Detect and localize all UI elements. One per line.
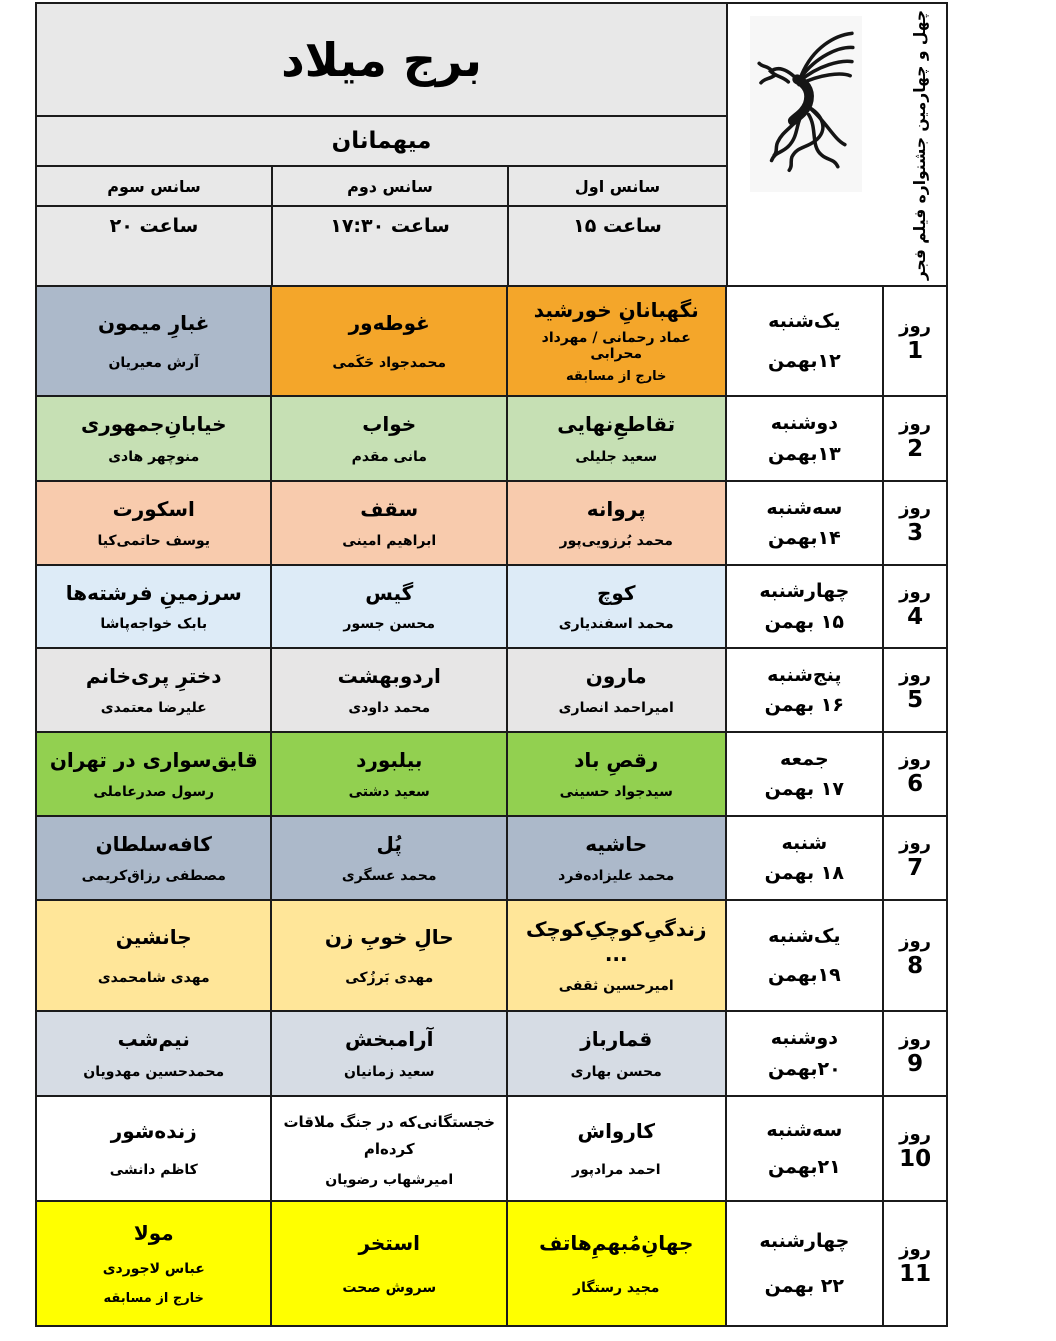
- day-date: ۱۳بهمن: [767, 443, 841, 465]
- festival-banner-cell: [727, 3, 947, 286]
- day-number-cell: [883, 648, 947, 732]
- schedule-row: [36, 1011, 947, 1096]
- film-director: محمدحسین مهدویان: [83, 1063, 225, 1080]
- film-director: محمد بُرزویی‌پور: [559, 533, 673, 549]
- film-director: عباس لاجوردی: [102, 1260, 205, 1277]
- film-cell: [36, 565, 271, 648]
- film-title: پروانه: [586, 497, 646, 521]
- film-director: مهدی بَرزُکی: [345, 970, 434, 986]
- day-name: یک‌شنبه: [768, 310, 841, 333]
- day-cell: [726, 648, 884, 732]
- film-cell: [36, 900, 271, 1011]
- venue-title: برج میلاد: [36, 3, 727, 116]
- film-title: استخر: [358, 1230, 420, 1255]
- film-title: سرزمینِ فرشته‌ها: [65, 580, 242, 605]
- film-cell: [271, 1201, 506, 1326]
- film-cell: [507, 816, 726, 900]
- film-title: اسکورت: [112, 497, 195, 521]
- day-number-cell: [883, 1201, 947, 1326]
- film-cell: [271, 1011, 506, 1096]
- day-number: 7: [907, 855, 924, 881]
- film-title: جانشین: [115, 925, 192, 949]
- day-name: پنج‌شنبه: [767, 663, 842, 686]
- film-cell: [507, 900, 726, 1011]
- session-1-header: سانس اول: [508, 166, 727, 206]
- day-number: 2: [907, 435, 924, 462]
- day-number-cell: [883, 396, 947, 481]
- film-cell: [271, 481, 506, 565]
- film-director: محمدجواد حَکَمی: [332, 355, 447, 372]
- schedule-rows: [36, 286, 947, 1326]
- film-title: تقاطعِ‌نهایی: [557, 412, 676, 437]
- day-label: روز: [899, 413, 932, 435]
- film-title: کارواش: [577, 1119, 656, 1143]
- film-note: خارج از مسابقه: [566, 369, 667, 384]
- film-director: امیرشهاب رضویان: [325, 1171, 454, 1188]
- day-number-cell: [883, 565, 947, 648]
- day-label: روز: [899, 1123, 932, 1145]
- film-cell: [507, 648, 726, 732]
- day-label: روز: [899, 930, 932, 952]
- day-date: ۱۶ بهمن: [764, 694, 844, 717]
- schedule-row: [36, 816, 947, 900]
- film-director: سروش صحت: [342, 1280, 437, 1297]
- film-title: زنده‌شور: [110, 1119, 197, 1143]
- film-director: یوسف حاتمی‌کیا: [97, 533, 211, 549]
- day-name: چهارشنبه: [759, 580, 850, 603]
- session-2-header: سانس دوم: [272, 166, 508, 206]
- festival-name: چهل و چهارمین جشنواره فیلم فجر: [911, 9, 929, 280]
- day-number: 10: [899, 1145, 932, 1172]
- day-label: روز: [899, 749, 932, 771]
- film-cell: [271, 900, 506, 1011]
- film-title: غبارِ میمون: [98, 310, 210, 335]
- day-number: 6: [907, 771, 924, 797]
- session-1-time: ساعت ۱۵: [508, 206, 727, 286]
- day-date: ۱۴بهمن: [767, 527, 841, 550]
- day-cell: [726, 396, 884, 481]
- film-cell: [271, 565, 506, 648]
- film-cell: [271, 732, 506, 816]
- day-cell: [726, 816, 884, 900]
- film-cell: [271, 816, 506, 900]
- schedule-table: [35, 2, 948, 1327]
- day-number-cell: [883, 900, 947, 1011]
- day-number: 1: [907, 338, 924, 364]
- day-label: روز: [899, 1238, 932, 1260]
- film-cell: [36, 286, 271, 396]
- film-cell: [271, 1096, 506, 1201]
- film-title: حالِ خوبِ زن: [324, 925, 454, 949]
- day-number-cell: [883, 1011, 947, 1096]
- schedule-row: [36, 732, 947, 816]
- day-cell: [726, 481, 884, 565]
- day-date: ۲۱بهمن: [767, 1156, 841, 1179]
- film-title: رقصِ باد: [574, 748, 659, 772]
- film-cell: [507, 1201, 726, 1326]
- day-date: ۱۹بهمن: [767, 964, 841, 987]
- day-cell: [726, 1201, 884, 1326]
- film-director: امیراحمد انصاری: [558, 700, 674, 716]
- day-label: روز: [899, 581, 932, 603]
- film-title: مارون: [585, 664, 647, 688]
- day-name: جمعه: [779, 747, 829, 770]
- day-number: 5: [907, 687, 924, 713]
- film-director: محمد علیزاده‌فرد: [558, 868, 675, 884]
- schedule-row: [36, 481, 947, 565]
- film-director: محمد داودی: [348, 700, 431, 716]
- film-title: بیلبورد: [356, 748, 423, 772]
- film-cell: [271, 648, 506, 732]
- festival-title-vertical: [894, 4, 946, 285]
- film-director: عماد رحمانی / مهرداد محرابی: [541, 330, 691, 362]
- film-cell: [36, 732, 271, 816]
- day-date: ۱۲بهمن: [767, 349, 841, 372]
- film-title: زندگیِ‌کوچکِ‌کوچک ...: [525, 916, 707, 966]
- film-director: مهدی شامحمدی: [97, 970, 210, 986]
- film-title: خجستگانی‌که در جنگ ملاقات کرده‌ام: [283, 1113, 495, 1159]
- day-number: 4: [907, 603, 924, 630]
- film-director: مانی مقدم: [351, 448, 427, 465]
- day-date: ۱۸ بهمن: [764, 862, 844, 885]
- table-header: [36, 3, 947, 286]
- film-title: حاشیه: [585, 832, 648, 856]
- film-cell: [36, 648, 271, 732]
- simorgh-logo-icon: [750, 16, 862, 192]
- film-director: کاظم دانشی: [109, 1162, 198, 1178]
- film-title: قایق‌سواری در تهران: [49, 748, 258, 772]
- schedule-row: [36, 1201, 947, 1326]
- header-main: [36, 3, 727, 286]
- film-director: رسول صدرعاملی: [93, 784, 215, 800]
- film-title: غوطه‌ور: [348, 310, 430, 335]
- day-number: 9: [907, 1050, 924, 1077]
- film-cell: [271, 396, 506, 481]
- film-title: مولا: [133, 1220, 174, 1245]
- day-date: ۲۲ بهمن: [764, 1274, 844, 1297]
- film-director: آرش معیریان: [108, 355, 199, 372]
- day-name: یک‌شنبه: [768, 924, 841, 947]
- guests-header: میهمانان: [36, 116, 727, 166]
- day-date: ۲۰بهمن: [767, 1058, 841, 1080]
- film-director: محسن بهاری: [570, 1063, 662, 1080]
- day-date: ۱۷ بهمن: [764, 778, 844, 801]
- day-label: روز: [899, 498, 932, 520]
- schedule-row: [36, 565, 947, 648]
- film-cell: [507, 565, 726, 648]
- day-number-cell: [883, 286, 947, 396]
- session-3-header: سانس سوم: [36, 166, 272, 206]
- film-cell: [507, 1096, 726, 1201]
- film-title: کافه‌سلطان: [95, 832, 212, 856]
- day-number-cell: [883, 481, 947, 565]
- day-label: روز: [899, 316, 932, 338]
- day-label: روز: [899, 665, 932, 687]
- day-name: شنبه: [781, 831, 828, 854]
- film-cell: [36, 481, 271, 565]
- schedule-row: [36, 900, 947, 1011]
- day-number-cell: [883, 1096, 947, 1201]
- film-director: بابک خواجه‌پاشا: [100, 616, 208, 633]
- day-cell: [726, 732, 884, 816]
- session-names-row: [36, 166, 727, 206]
- film-title: نگهبانانِ خورشید: [533, 298, 699, 322]
- session-2-time: ساعت ۱۷:۳۰: [272, 206, 508, 286]
- film-title: کوچ: [596, 580, 636, 605]
- day-number-cell: [883, 816, 947, 900]
- day-cell: [726, 1096, 884, 1201]
- film-director: سعید زمانیان: [343, 1063, 435, 1080]
- day-cell: [726, 1011, 884, 1096]
- film-title: نیم‌شب: [117, 1027, 190, 1052]
- day-number-cell: [883, 732, 947, 816]
- day-number: 8: [907, 952, 924, 979]
- film-cell: [36, 1201, 271, 1326]
- film-director: سیدجواد حسینی: [559, 784, 673, 800]
- film-cell: [507, 396, 726, 481]
- film-title: دخترِ پری‌خانم: [85, 664, 222, 688]
- day-number: 11: [899, 1260, 932, 1287]
- film-cell: [507, 286, 726, 396]
- session-times-row: [36, 206, 727, 286]
- film-director: احمد مرادپور: [571, 1162, 661, 1178]
- film-cell: [36, 396, 271, 481]
- film-director: ابراهیم امینی: [342, 533, 437, 549]
- schedule-row: [36, 1096, 947, 1201]
- schedule-row: [36, 648, 947, 732]
- schedule-row: [36, 396, 947, 481]
- film-cell: [507, 481, 726, 565]
- film-director: محسن جسور: [343, 616, 436, 633]
- film-title: پُل: [376, 832, 402, 856]
- day-cell: [726, 565, 884, 648]
- film-cell: [507, 1011, 726, 1096]
- film-director: سعید دشتی: [348, 784, 430, 800]
- film-director: محمد اسفندیاری: [558, 616, 674, 633]
- film-title: اردوبهشت: [337, 664, 441, 688]
- film-title: قمارباز: [580, 1027, 653, 1052]
- film-title: خیابانِ‌جمهوری: [80, 412, 227, 437]
- film-cell: [507, 732, 726, 816]
- film-director: امیرحسین ثقفی: [558, 978, 674, 995]
- film-title: خواب: [362, 412, 417, 437]
- day-name: دوشنبه: [770, 412, 838, 434]
- day-label: روز: [899, 833, 932, 855]
- film-director: مجید رستگار: [573, 1280, 660, 1297]
- film-note: خارج از مسابقه: [103, 1291, 204, 1307]
- film-cell: [271, 286, 506, 396]
- film-director: محمد عسگری: [341, 868, 437, 884]
- session-3-time: ساعت ۲۰: [36, 206, 272, 286]
- film-director: منوچهر هادی: [108, 448, 200, 465]
- film-title: آرامبخش: [345, 1027, 434, 1052]
- day-name: سه‌شنبه: [766, 1118, 843, 1141]
- film-cell: [36, 1096, 271, 1201]
- schedule-row: [36, 286, 947, 396]
- film-cell: [36, 816, 271, 900]
- film-director: سعید جلیلی: [575, 448, 658, 465]
- day-cell: [726, 286, 884, 396]
- day-name: دوشنبه: [770, 1027, 838, 1049]
- day-name: چهارشنبه: [759, 1230, 850, 1253]
- day-date: ۱۵ بهمن: [764, 610, 844, 633]
- film-director: علیرضا معتمدی: [100, 700, 207, 716]
- day-name: سه‌شنبه: [766, 496, 843, 519]
- day-cell: [726, 900, 884, 1011]
- film-title: جهانِ‌مُبهمِ‌هاتف: [539, 1230, 694, 1255]
- film-title: گیس: [365, 580, 414, 605]
- day-label: روز: [899, 1028, 932, 1050]
- day-number: 3: [907, 520, 924, 546]
- film-director: مصطفی رزاق‌کریمی: [81, 868, 226, 884]
- film-cell: [36, 1011, 271, 1096]
- film-title: سقف: [360, 497, 419, 521]
